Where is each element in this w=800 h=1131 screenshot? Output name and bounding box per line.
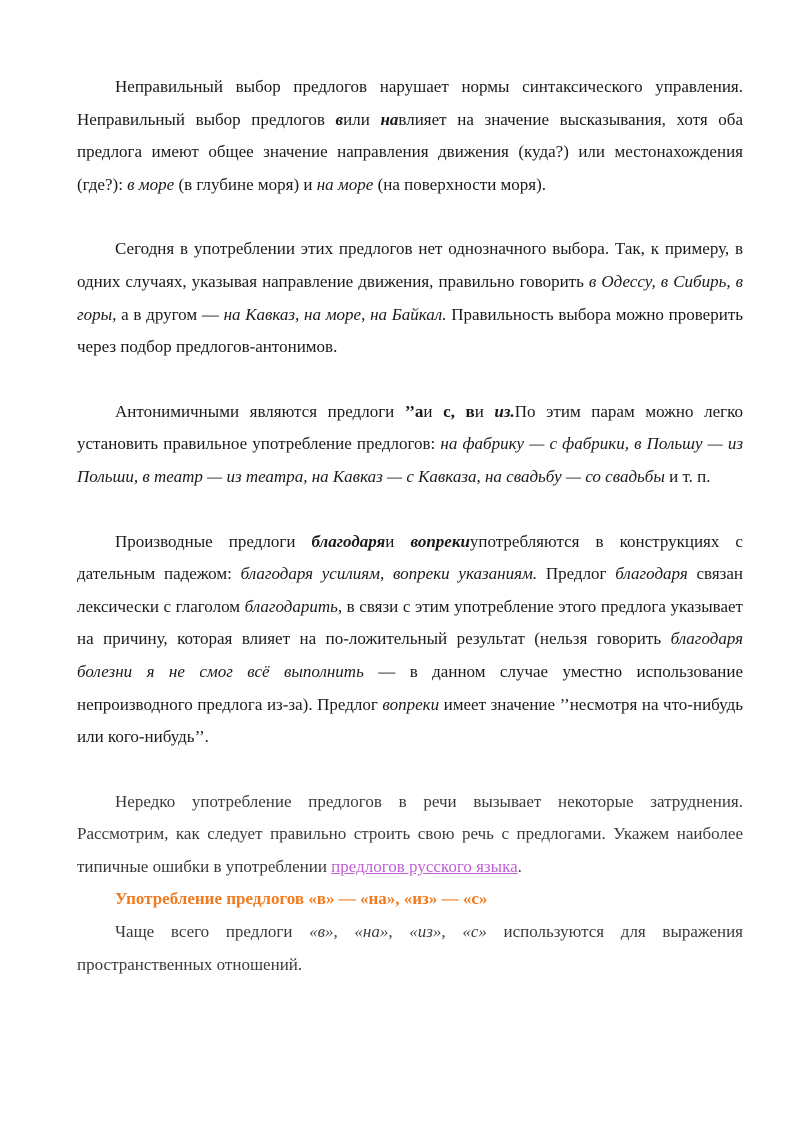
example: на море bbox=[316, 174, 374, 194]
text: Неправильный выбор предлогов нарушает нормы синтаксического управления. Неправильный выбор предлогов bbox=[77, 77, 743, 129]
emphasis: из. bbox=[494, 401, 515, 421]
paragraph-gap bbox=[77, 201, 743, 233]
document-page bbox=[77, 71, 743, 981]
emphasis: на bbox=[380, 109, 399, 129]
emphasis: с, в bbox=[443, 401, 475, 421]
emphasis: вопреки bbox=[410, 531, 470, 551]
example: в Одессу, в Сибирь, в горы, bbox=[77, 271, 744, 324]
paragraph-6 bbox=[77, 916, 743, 981]
text: Производные предлоги bbox=[115, 531, 312, 551]
paragraph-gap bbox=[77, 754, 743, 786]
text: Чаще всего предлоги bbox=[115, 922, 310, 942]
text: и bbox=[385, 531, 411, 551]
text: По этим парам можно легко установить правильное употребление предлогов: bbox=[77, 401, 743, 454]
text: имеет значение ’’несмотря на что-нибудь или кого-нибудь’’. bbox=[77, 694, 743, 747]
text: и т. п. bbox=[664, 466, 711, 486]
text: и bbox=[423, 401, 444, 421]
text: влияет на значение высказывания, хотя оба предлога имеют общее значение направления движения (куда?) или местонахождения (где?): bbox=[77, 109, 744, 194]
text: Сегодня в употреблении этих предлогов нет однозначного выбора. Так, к примеру, в одних случаях, указывая направление движения, правильно говорить bbox=[77, 239, 743, 291]
example: на Кавказ, на море, на Байкал. bbox=[223, 304, 447, 324]
text: (в глубине моря) и bbox=[174, 174, 317, 194]
example: благодаря усилиям, вопреки указаниям. bbox=[240, 564, 538, 584]
text: (на поверхности моря). bbox=[373, 174, 547, 194]
emphasis: ’’а bbox=[404, 401, 424, 421]
paragraph-4 bbox=[77, 526, 743, 754]
paragraph-gap bbox=[77, 494, 743, 526]
text: и bbox=[474, 401, 495, 421]
text: Антонимичными являются предлоги bbox=[115, 401, 405, 421]
emphasis: благодаря bbox=[311, 531, 386, 551]
text: — в данном случае уместно использование непроизводного предлога из-за). Предлог bbox=[77, 661, 743, 714]
example: на фабрику — с фабрики, в Польшу — из Польши, в театр — из театра, на Кавказ — с Кавказа, на свадьбу — со свадьбы bbox=[77, 434, 744, 486]
example: благодаря bbox=[615, 564, 688, 584]
text: употребляются в конструкциях с дательным падежом: bbox=[77, 531, 743, 584]
example: вопреки bbox=[382, 694, 440, 714]
text: в связи с этим употребление этого предлога указывает на причину, которая влияет на по-ложительный результат (нельзя говорить bbox=[77, 596, 743, 649]
text: Нередко употребление предлогов в речи вызывает некоторые затруднения. Рассмотрим, как следует правильно строить свою речь с предлогами. Укажем наиболее типичные ошибки в употреблении bbox=[77, 791, 743, 876]
paragraph-5 bbox=[77, 786, 743, 884]
example: благодарить, bbox=[244, 596, 343, 616]
section-subheading: Употребление предлогов «в» — «на», «из» — «с» bbox=[115, 889, 488, 909]
text: используются для выражения пространственных отношений. bbox=[77, 922, 743, 974]
paragraph-3 bbox=[77, 396, 743, 494]
text: а в другом — bbox=[116, 304, 224, 324]
russian-prepositions-link[interactable]: предлогов русского языка bbox=[331, 856, 518, 876]
paragraph-gap bbox=[77, 364, 743, 396]
text: или bbox=[343, 109, 381, 129]
text: Правильность выбора можно проверить через подбор предлогов-антонимов. bbox=[77, 304, 744, 357]
paragraph-2 bbox=[77, 233, 743, 363]
emphasis: в bbox=[335, 109, 344, 129]
text: . bbox=[517, 856, 522, 876]
paragraph-1 bbox=[77, 71, 743, 201]
example: «в», «на», «из», «с» bbox=[309, 922, 487, 942]
text: Предлог bbox=[537, 564, 616, 584]
example: в море bbox=[127, 174, 175, 194]
text: связан лексически с глаголом bbox=[77, 564, 744, 616]
example: благодаря болезни я не смог всё выполнить bbox=[77, 629, 743, 681]
